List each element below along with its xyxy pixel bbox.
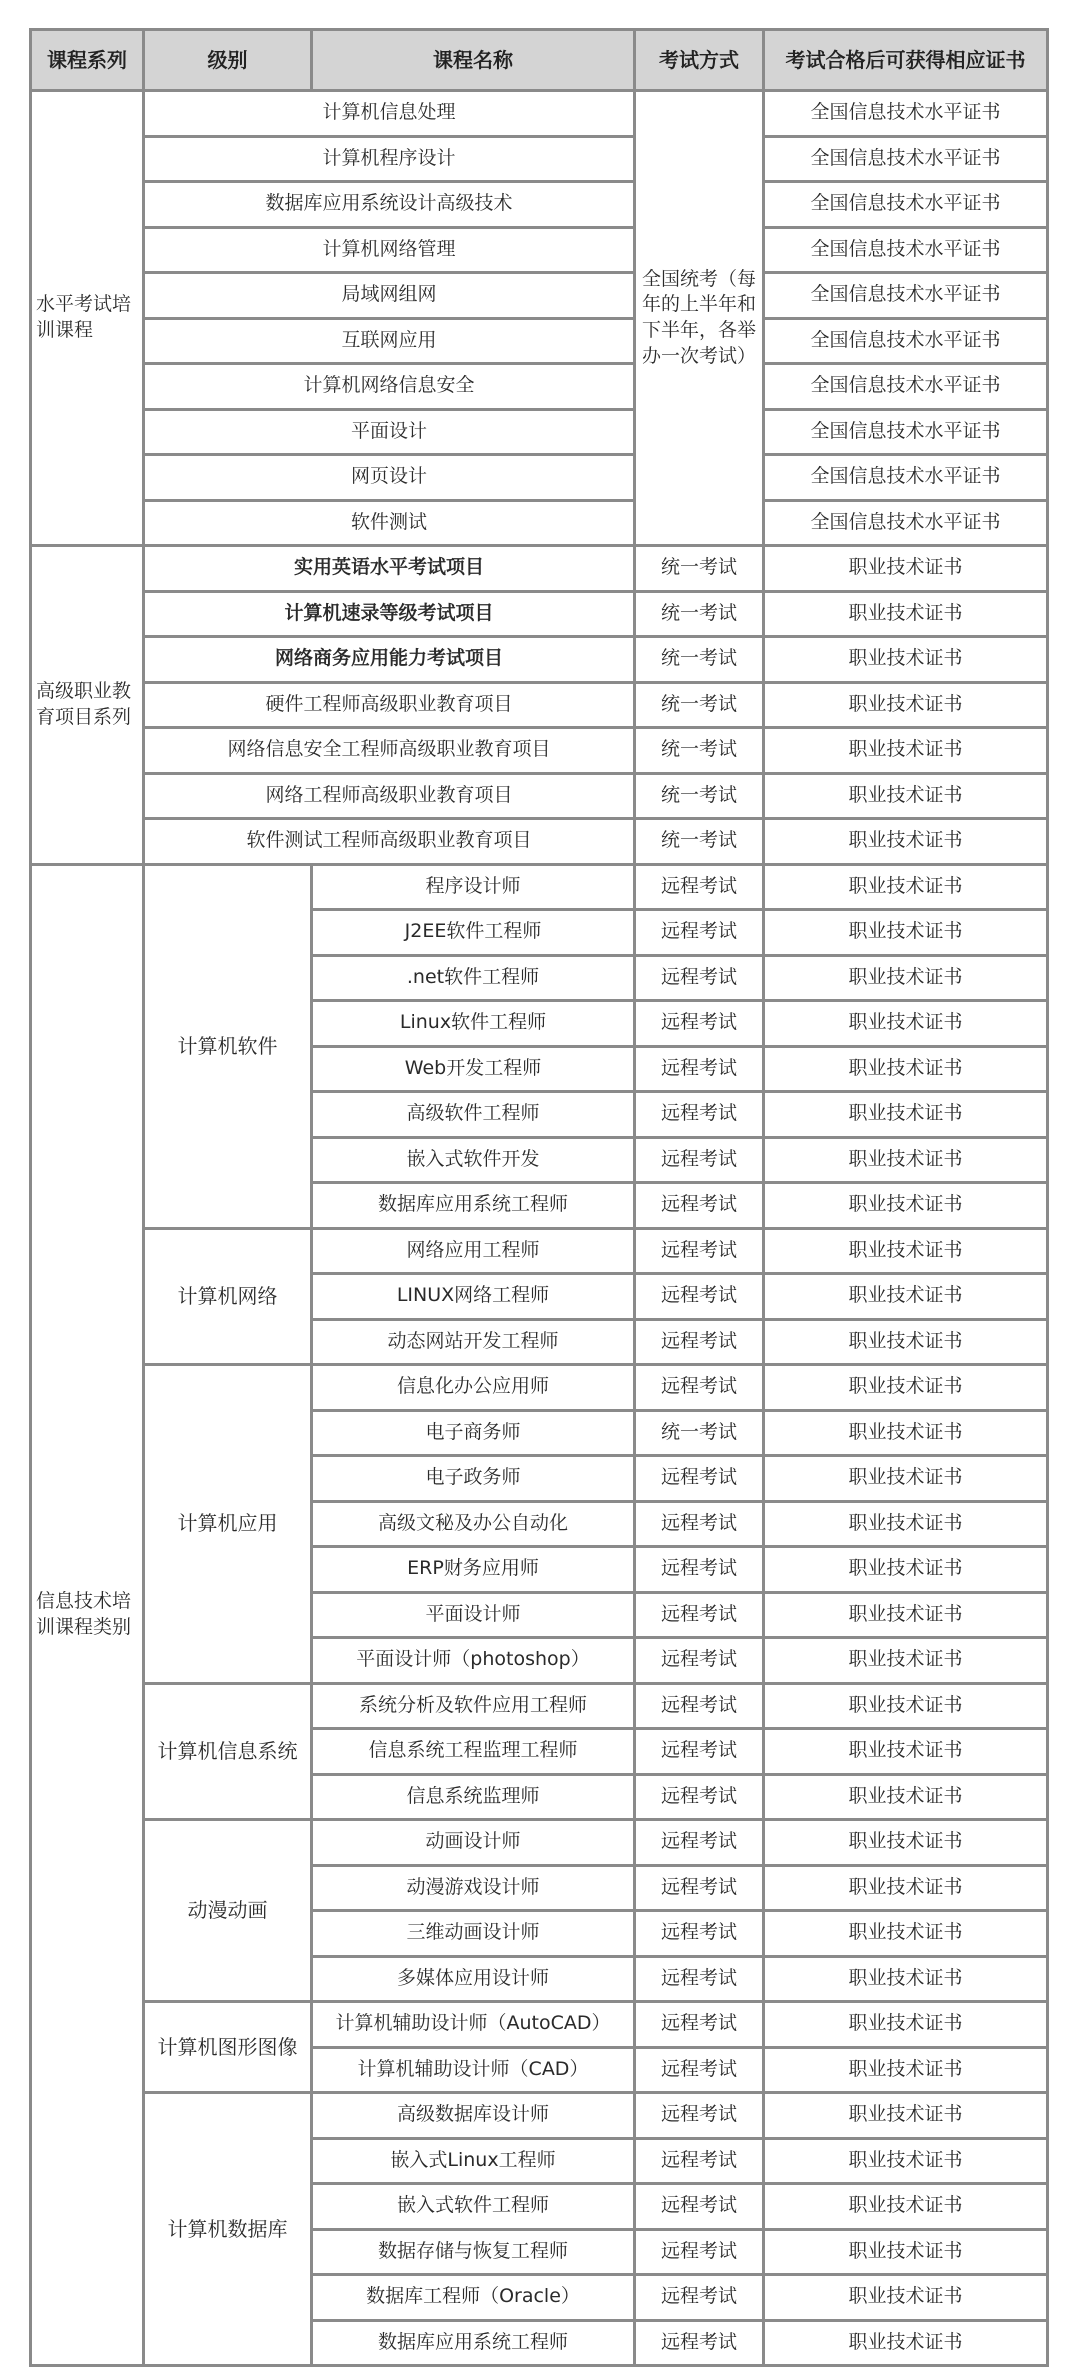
course-cell: 平面设计师（photoshop） (313, 1639, 633, 1682)
exam-cell: 远程考试 (636, 1321, 762, 1364)
exam-cell: 远程考试 (636, 2140, 762, 2183)
cert-cell: 职业技术证书 (765, 1184, 1046, 1227)
header-series: 课程系列 (32, 31, 142, 89)
exam-cell: 远程考试 (636, 1184, 762, 1227)
table-row (32, 729, 1046, 772)
exam-cell: 远程考试 (636, 2049, 762, 2092)
cert-cell: 全国信息技术水平证书 (765, 229, 1046, 272)
exam-cell: 远程考试 (636, 1503, 762, 1546)
table-row (32, 2094, 1046, 2137)
cert-cell: 职业技术证书 (765, 593, 1046, 636)
cert-cell: 职业技术证书 (765, 1912, 1046, 1955)
exam-cell: 统一考试 (636, 593, 762, 636)
exam-cell: 远程考试 (636, 2094, 762, 2137)
header-level: 级别 (145, 31, 310, 89)
cert-cell: 职业技术证书 (765, 2231, 1046, 2274)
course-cell: 软件测试工程师高级职业教育项目 (145, 820, 633, 863)
cert-cell: 全国信息技术水平证书 (765, 183, 1046, 226)
table-row (32, 365, 1046, 408)
series-cell: 高级职业教育项目系列 (32, 547, 142, 863)
cert-cell: 全国信息技术水平证书 (765, 320, 1046, 363)
table-row (32, 820, 1046, 863)
cert-cell: 职业技术证书 (765, 2049, 1046, 2092)
exam-cell: 远程考试 (636, 1776, 762, 1819)
exam-cell: 远程考试 (636, 1366, 762, 1409)
course-cell: 软件测试 (145, 502, 633, 545)
exam-cell: 远程考试 (636, 1002, 762, 1045)
table-row (32, 638, 1046, 681)
cert-cell: 职业技术证书 (765, 1412, 1046, 1455)
series-cell: 水平考试培训课程 (32, 92, 142, 544)
cert-cell: 职业技术证书 (765, 1048, 1046, 1091)
exam-cell: 远程考试 (636, 1821, 762, 1864)
table-row (32, 138, 1046, 181)
exam-cell: 远程考试 (636, 1730, 762, 1773)
course-cell: 计算机辅助设计师（CAD） (313, 2049, 633, 2092)
table-row (32, 593, 1046, 636)
header-course: 课程名称 (313, 31, 633, 89)
series-cell: 信息技术培训课程类别 (32, 866, 142, 2365)
cert-cell: 职业技术证书 (765, 1548, 1046, 1591)
course-cell: 数据存储与恢复工程师 (313, 2231, 633, 2274)
course-cell: 数据库应用系统工程师 (313, 2322, 633, 2365)
course-cell: 高级数据库设计师 (313, 2094, 633, 2137)
exam-cell: 远程考试 (636, 2276, 762, 2319)
course-cell: 硬件工程师高级职业教育项目 (145, 684, 633, 727)
course-cell: .net软件工程师 (313, 957, 633, 1000)
exam-cell: 远程考试 (636, 1594, 762, 1637)
exam-cell: 远程考试 (636, 2231, 762, 2274)
cert-cell: 职业技术证书 (765, 684, 1046, 727)
exam-cell: 远程考试 (636, 866, 762, 909)
course-cell: 高级文秘及办公自动化 (313, 1503, 633, 1546)
exam-cell: 远程考试 (636, 1457, 762, 1500)
course-cell: 信息化办公应用师 (313, 1366, 633, 1409)
course-cell: 计算机速录等级考试项目 (145, 593, 633, 636)
cert-cell: 职业技术证书 (765, 2276, 1046, 2319)
header-row (32, 31, 1046, 89)
cert-cell: 全国信息技术水平证书 (765, 92, 1046, 135)
course-cell: 电子商务师 (313, 1412, 633, 1455)
exam-cell: 远程考试 (636, 1093, 762, 1136)
course-cell: 计算机信息处理 (145, 92, 633, 135)
exam-cell: 远程考试 (636, 2322, 762, 2365)
exam-cell: 远程考试 (636, 1867, 762, 1910)
cert-cell: 职业技术证书 (765, 957, 1046, 1000)
cert-cell: 职业技术证书 (765, 1321, 1046, 1364)
cert-cell: 职业技术证书 (765, 2322, 1046, 2365)
course-cell: 系统分析及软件应用工程师 (313, 1685, 633, 1728)
table-row (32, 2003, 1046, 2046)
cert-cell: 职业技术证书 (765, 547, 1046, 590)
course-cell: LINUX网络工程师 (313, 1275, 633, 1318)
level-cell: 计算机应用 (145, 1366, 310, 1682)
course-cell: 嵌入式软件开发 (313, 1139, 633, 1182)
header-cert: 考试合格后可获得相应证书 (765, 31, 1046, 89)
cert-cell: 职业技术证书 (765, 729, 1046, 772)
course-cell: 三维动画设计师 (313, 1912, 633, 1955)
exam-cell: 远程考试 (636, 1639, 762, 1682)
course-cell: 数据库应用系统设计高级技术 (145, 183, 633, 226)
exam-cell: 远程考试 (636, 911, 762, 954)
table-row (32, 456, 1046, 499)
cert-cell: 职业技术证书 (765, 1776, 1046, 1819)
exam-cell: 统一考试 (636, 638, 762, 681)
table-row (32, 1685, 1046, 1728)
cert-cell: 职业技术证书 (765, 1230, 1046, 1273)
cert-cell: 全国信息技术水平证书 (765, 502, 1046, 545)
cert-cell: 职业技术证书 (765, 1503, 1046, 1546)
exam-cell: 远程考试 (636, 2003, 762, 2046)
course-cell: 平面设计 (145, 411, 633, 454)
course-cell: ERP财务应用师 (313, 1548, 633, 1591)
cert-cell: 职业技术证书 (765, 1457, 1046, 1500)
cert-cell: 职业技术证书 (765, 775, 1046, 818)
course-cell: 嵌入式Linux工程师 (313, 2140, 633, 2183)
course-cell: 网络商务应用能力考试项目 (145, 638, 633, 681)
course-table (29, 28, 1049, 2367)
cert-cell: 全国信息技术水平证书 (765, 365, 1046, 408)
course-cell: 动画设计师 (313, 1821, 633, 1864)
exam-cell: 远程考试 (636, 1912, 762, 1955)
exam-cell: 远程考试 (636, 1685, 762, 1728)
course-cell: 嵌入式软件工程师 (313, 2185, 633, 2228)
course-table-body (32, 31, 1046, 2364)
level-cell: 计算机网络 (145, 1230, 310, 1364)
cert-cell: 职业技术证书 (765, 1958, 1046, 2001)
cert-cell: 职业技术证书 (765, 2003, 1046, 2046)
exam-cell: 统一考试 (636, 820, 762, 863)
course-cell: 计算机程序设计 (145, 138, 633, 181)
course-cell: 计算机网络管理 (145, 229, 633, 272)
cert-cell: 职业技术证书 (765, 638, 1046, 681)
cert-cell: 职业技术证书 (765, 1685, 1046, 1728)
level-cell: 计算机图形图像 (145, 2003, 310, 2091)
course-cell: 网络信息安全工程师高级职业教育项目 (145, 729, 633, 772)
table-row (32, 775, 1046, 818)
table-row (32, 866, 1046, 909)
level-cell: 计算机软件 (145, 866, 310, 1227)
exam-cell: 远程考试 (636, 1958, 762, 2001)
course-cell: 动态网站开发工程师 (313, 1321, 633, 1364)
cert-cell: 职业技术证书 (765, 2140, 1046, 2183)
exam-cell: 统一考试 (636, 547, 762, 590)
table-row (32, 92, 1046, 135)
cert-cell: 职业技术证书 (765, 1093, 1046, 1136)
level-cell: 动漫动画 (145, 1821, 310, 2000)
course-table-container (29, 28, 1046, 2353)
cert-cell: 全国信息技术水平证书 (765, 456, 1046, 499)
course-cell: 平面设计师 (313, 1594, 633, 1637)
course-cell: 多媒体应用设计师 (313, 1958, 633, 2001)
exam-cell: 统一考试 (636, 684, 762, 727)
course-cell: 数据库应用系统工程师 (313, 1184, 633, 1227)
course-cell: Web开发工程师 (313, 1048, 633, 1091)
exam-cell: 远程考试 (636, 1048, 762, 1091)
course-cell: Linux软件工程师 (313, 1002, 633, 1045)
exam-cell: 统一考试 (636, 775, 762, 818)
level-cell: 计算机数据库 (145, 2094, 310, 2364)
table-row (32, 274, 1046, 317)
level-cell: 计算机信息系统 (145, 1685, 310, 1819)
cert-cell: 职业技术证书 (765, 866, 1046, 909)
cert-cell: 全国信息技术水平证书 (765, 138, 1046, 181)
table-row (32, 1366, 1046, 1409)
course-cell: 信息系统监理师 (313, 1776, 633, 1819)
table-row (32, 229, 1046, 272)
table-row (32, 1821, 1046, 1864)
cert-cell: 职业技术证书 (765, 1730, 1046, 1773)
course-cell: 高级软件工程师 (313, 1093, 633, 1136)
course-cell: 程序设计师 (313, 866, 633, 909)
course-cell: 互联网应用 (145, 320, 633, 363)
cert-cell: 职业技术证书 (765, 1867, 1046, 1910)
course-cell: 计算机辅助设计师（AutoCAD） (313, 2003, 633, 2046)
cert-cell: 职业技术证书 (765, 1639, 1046, 1682)
cert-cell: 全国信息技术水平证书 (765, 411, 1046, 454)
table-row (32, 684, 1046, 727)
course-cell: 数据库工程师（Oracle） (313, 2276, 633, 2319)
cert-cell: 职业技术证书 (765, 1594, 1046, 1637)
cert-cell: 职业技术证书 (765, 1002, 1046, 1045)
header-exam: 考试方式 (636, 31, 762, 89)
table-row (32, 502, 1046, 545)
cert-cell: 职业技术证书 (765, 1366, 1046, 1409)
course-cell: 网络应用工程师 (313, 1230, 633, 1273)
table-row (32, 183, 1046, 226)
course-cell: 网络工程师高级职业教育项目 (145, 775, 633, 818)
exam-cell: 远程考试 (636, 2185, 762, 2228)
cert-cell: 职业技术证书 (765, 1275, 1046, 1318)
course-cell: 电子政务师 (313, 1457, 633, 1500)
cert-cell: 职业技术证书 (765, 2185, 1046, 2228)
exam-cell: 统一考试 (636, 1412, 762, 1455)
course-cell: 信息系统工程监理工程师 (313, 1730, 633, 1773)
cert-cell: 职业技术证书 (765, 1821, 1046, 1864)
exam-cell: 统一考试 (636, 729, 762, 772)
course-cell: J2EE软件工程师 (313, 911, 633, 954)
exam-cell: 全国统考（每年的上半年和下半年，各举办一次考试） (636, 92, 762, 544)
table-row (32, 320, 1046, 363)
table-row (32, 547, 1046, 590)
course-cell: 网页设计 (145, 456, 633, 499)
cert-cell: 全国信息技术水平证书 (765, 274, 1046, 317)
exam-cell: 远程考试 (636, 1548, 762, 1591)
course-cell: 动漫游戏设计师 (313, 1867, 633, 1910)
exam-cell: 远程考试 (636, 957, 762, 1000)
cert-cell: 职业技术证书 (765, 911, 1046, 954)
course-cell: 计算机网络信息安全 (145, 365, 633, 408)
course-cell: 实用英语水平考试项目 (145, 547, 633, 590)
cert-cell: 职业技术证书 (765, 2094, 1046, 2137)
exam-cell: 远程考试 (636, 1275, 762, 1318)
course-cell: 局域网组网 (145, 274, 633, 317)
cert-cell: 职业技术证书 (765, 1139, 1046, 1182)
exam-cell: 远程考试 (636, 1230, 762, 1273)
table-row (32, 411, 1046, 454)
exam-cell: 远程考试 (636, 1139, 762, 1182)
cert-cell: 职业技术证书 (765, 820, 1046, 863)
table-row (32, 1230, 1046, 1273)
